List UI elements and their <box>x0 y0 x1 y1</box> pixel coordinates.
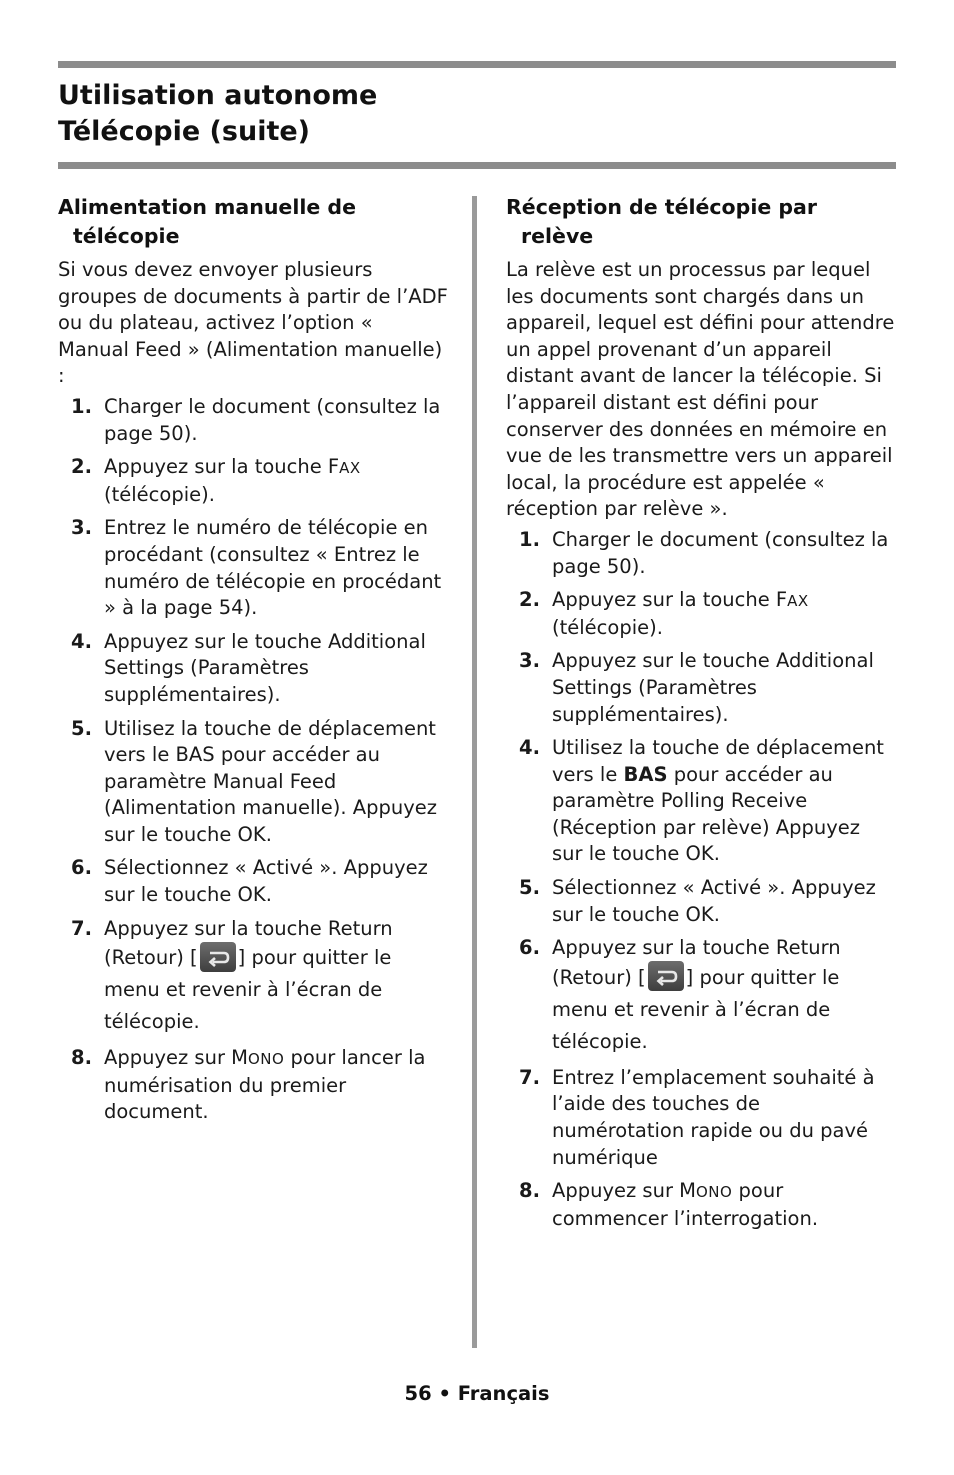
step-text: Utilisez la touche de déplacement vers le BAS pour accéder au paramètre Manual Feed (Alimentation manuelle). Appuyez sur le touche OK. <box>104 716 438 846</box>
mono-key-label: ONO <box>695 1183 733 1202</box>
step-text-line1: Appuyez sur la touche Return <box>104 916 393 940</box>
left-column <box>58 193 448 1133</box>
page-title-line1: Utilisation autonome <box>58 80 378 111</box>
step-text: Charger le document (consultez la page 50). <box>104 394 441 445</box>
step-item <box>506 935 896 1058</box>
step-text: Entrez l’emplacement souhaité à l’aide des touches de numérotation rapide ou du pavé numérique <box>552 1065 875 1169</box>
step-number: 7. <box>519 1065 540 1089</box>
mono-key-label: ONO <box>247 1050 285 1069</box>
step-number: 6. <box>519 936 540 960</box>
step-number: 3. <box>519 649 540 673</box>
step-text: Appuyez sur le touche Additional Settings (Paramètres supplémentaires). <box>104 629 426 706</box>
step-number: 7. <box>71 916 92 940</box>
step-text-pre: (Retour) [ <box>104 946 198 970</box>
step-text-pre: Appuyez sur la touche F <box>552 588 788 612</box>
step-number: 4. <box>71 629 92 653</box>
step-text: Charger le document (consultez la page 50). <box>552 527 889 578</box>
step-text-pre: Appuyez sur la touche F <box>104 455 340 479</box>
step-item <box>506 735 896 868</box>
column-divider <box>472 196 477 1348</box>
step-number: 1. <box>519 527 540 551</box>
section-intro: Si vous devez envoyer plusieurs groupes de documents à partir de l’ADF ou du plateau, activez l’option « Manual Feed » (Alimentation manuelle) : <box>58 258 448 388</box>
step-number: 5. <box>71 716 92 740</box>
step-text-pre: Appuyez sur M <box>552 1179 696 1203</box>
bas-key-label: BAS <box>623 762 668 786</box>
step-number: 4. <box>519 736 540 760</box>
section-heading-polling: Réception de télécopie par relève <box>506 195 818 248</box>
step-text-line1: Appuyez sur la touche Return <box>552 936 841 960</box>
step-item <box>58 454 448 508</box>
page-title-line2: Télécopie (suite) <box>58 116 311 147</box>
step-text-post: (télécopie). <box>552 615 663 639</box>
return-arrow-icon <box>200 942 236 972</box>
step-text: Sélectionnez « Activé ». Appuyez sur le touche OK. <box>104 856 428 907</box>
header-rule-bottom <box>58 162 896 169</box>
step-text: Entrez le numéro de télécopie en procédant (consultez « Entrez le numéro de télécopie en procédant » à la page 54). <box>104 516 442 620</box>
step-number: 8. <box>71 1046 92 1070</box>
steps-list <box>58 394 448 1126</box>
return-arrow-icon <box>648 961 684 991</box>
step-item <box>58 716 448 849</box>
step-number: 8. <box>519 1179 540 1203</box>
step-text-pre: (Retour) [ <box>552 965 646 989</box>
step-text-post: pour lancer la numérisation du premier document. <box>104 1046 426 1124</box>
step-number: 5. <box>519 876 540 900</box>
step-text-post: (télécopie). <box>104 482 215 506</box>
step-text-post: pour accéder au paramètre Polling Receive (Réception par relève) Appuyez sur le touche OK. <box>552 762 861 866</box>
page-title <box>58 78 377 150</box>
step-item <box>506 875 896 928</box>
section-intro: La relève est un processus par lequel les documents sont chargés dans un appareil, lequel est défini pour attendre un appel provenant d’un appareil distant avant de lancer la télécopie. Si l’appareil distant est défini pour conserver des données en mémoire en vue de les transmettre vers un appareil local, la procédure est appelée « réception par relève ». <box>506 258 895 521</box>
step-text-post: ] pour quitter le menu et revenir à l’écran de télécopie. <box>104 946 392 1034</box>
step-item <box>506 1065 896 1171</box>
page-footer: 56 • Français <box>404 1382 550 1405</box>
header-rule-top <box>58 61 896 68</box>
step-item <box>58 916 448 1039</box>
step-text: Sélectionnez « Activé ». Appuyez sur le touche OK. <box>552 876 876 926</box>
step-number: 2. <box>519 588 540 612</box>
step-item <box>58 629 448 709</box>
step-item <box>506 648 896 728</box>
step-text-post: pour commencer l’interrogation. <box>552 1179 819 1230</box>
step-item <box>58 515 448 621</box>
step-item <box>58 394 448 447</box>
step-number: 2. <box>71 455 92 479</box>
step-text: Appuyez sur le touche Additional Settings (Paramètres supplémentaires). <box>552 649 874 726</box>
step-number: 6. <box>71 856 92 880</box>
section-heading-manual-feed: Alimentation manuelle de télécopie <box>58 195 357 248</box>
fax-key-label: AX <box>787 592 809 611</box>
step-number: 1. <box>71 394 92 418</box>
step-item <box>506 527 896 580</box>
step-text-post: ] pour quitter le menu et revenir à l’écran de télécopie. <box>552 965 840 1053</box>
step-item <box>506 587 896 641</box>
step-item <box>506 1178 896 1232</box>
step-item <box>58 1045 448 1126</box>
step-number: 3. <box>71 516 92 540</box>
step-text-pre: Utilisez la touche de déplacement vers le <box>552 736 884 786</box>
step-item <box>58 855 448 908</box>
step-text-pre: Appuyez sur M <box>104 1046 248 1070</box>
fax-key-label: AX <box>339 459 361 478</box>
steps-list <box>506 527 896 1232</box>
right-column <box>506 193 896 1239</box>
